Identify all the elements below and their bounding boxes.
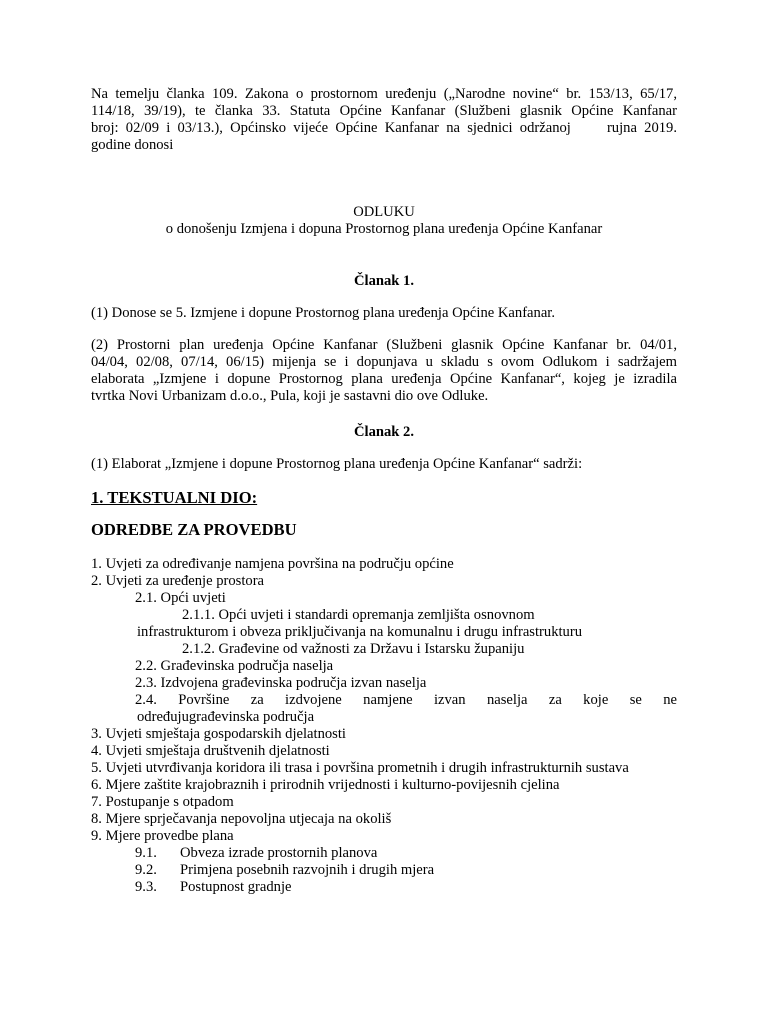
list-item: 9. Mjere provedbe plana	[91, 828, 234, 844]
section-title: 1. TEKSTUALNI DIO:	[91, 488, 258, 507]
article-1-heading: Članak 1.	[353, 273, 414, 289]
preamble-line: Na temelju članka 109. Zakona o prostornom uređenju („Narodne novine“ br. 153/13, 65/17,	[91, 86, 677, 102]
preamble-line: godine donosi	[91, 137, 174, 153]
paragraph-line: (2) Prostorni plan uređenja Općine Kanfanar (Službeni glasnik Općine Kanfanar br. 04/01,	[91, 337, 677, 353]
paragraph-line: 04/04, 02/08, 07/14, 06/15) mijenja se i dopunjava u skladu s ovom Odlukom i sadržajem	[91, 354, 677, 370]
list-item: 6. Mjere zaštite krajobraznih i prirodnih vrijednosti i kulturno-povijesnih cjelina	[91, 777, 560, 793]
list-item	[91, 862, 677, 879]
list-item: 4. Uvjeti smještaja društvenih djelatnosti	[91, 743, 330, 759]
article-1-paragraph-2	[91, 337, 677, 405]
preamble-line: broj: 02/09 i 03/13.), Općinsko vijeće Općine Kanfanar na sjednici održanoj rujna 2019.	[91, 120, 677, 136]
list-item-label: Primjena posebnih razvojnih i drugih mjera	[180, 862, 435, 878]
list-item-number: 9.2.	[135, 862, 157, 878]
list-item: 3. Uvjeti smještaja gospodarskih djelatnosti	[91, 726, 346, 742]
list-item: 8. Mjere sprječavanja nepovoljna utjecaja na okoliš	[91, 811, 392, 827]
list-item: 2.3. Izdvojena građevinska područja izvan naselja	[135, 675, 427, 691]
article-1-paragraph-1: (1) Donose se 5. Izmjene i dopune Prostornog plana uređenja Općine Kanfanar.	[91, 305, 556, 321]
list-item: 7. Postupanje s otpadom	[91, 794, 234, 810]
list-item: 2.1. Opći uvjeti	[135, 590, 226, 606]
list-item-number: 9.3.	[135, 879, 157, 895]
list-item: 2.4. Površine za izdvojene namjene izvan naselja za koje se ne	[135, 692, 677, 708]
list-item: 5. Uvjeti utvrđivanja koridora ili trasa i površina prometnih i drugih infrastrukturnih sustava	[91, 760, 629, 776]
list-item: 2. Uvjeti za uređenje prostora	[91, 573, 265, 589]
paragraph-line: tvrtka Novi Urbanizam d.o.o., Pula, koji je sastavni dio ove Odluke.	[91, 388, 489, 404]
list-item: 2.2. Građevinska područja naselja	[135, 658, 334, 674]
list-item	[91, 845, 677, 862]
decision-title: ODLUKU	[353, 204, 415, 220]
preamble-line: 114/18, 39/19), te članka 33. Statuta Općine Kanfanar (Službeni glasnik Općine Kanfanar	[91, 103, 677, 119]
decision-subtitle: o donošenju Izmjena i dopuna Prostornog plana uređenja Općine Kanfanar	[165, 221, 603, 237]
subsection-title: ODREDBE ZA PROVEDBU	[91, 520, 297, 539]
preamble-paragraph	[91, 86, 677, 154]
list-item-label: Postupnost gradnje	[180, 879, 292, 895]
contents-list	[91, 556, 677, 896]
list-item: određujugrađevinska područja	[137, 709, 315, 725]
list-item: 2.1.2. Građevine od važnosti za Državu i Istarsku županiju	[182, 641, 525, 657]
list-item: 1. Uvjeti za određivanje namjena površina na području općine	[91, 556, 454, 572]
list-item-label: Obveza izrade prostornih planova	[180, 845, 378, 861]
list-item: infrastrukturom i obveza priključivanja na komunalnu i drugu infrastrukturu	[137, 624, 582, 640]
list-item	[91, 879, 677, 896]
article-2-heading: Članak 2.	[353, 424, 414, 440]
article-2-paragraph-1: (1) Elaborat „Izmjene i dopune Prostornog plana uređenja Općine Kanfanar“ sadrži:	[91, 456, 583, 472]
list-item-number: 9.1.	[135, 845, 157, 861]
list-item: 2.1.1. Opći uvjeti i standardi opremanja zemljišta osnovnom	[182, 607, 535, 623]
paragraph-line: elaborata „Izmjene i dopune Prostornog plana uređenja Općine Kanfanar“, kojeg je izradila	[91, 371, 677, 387]
